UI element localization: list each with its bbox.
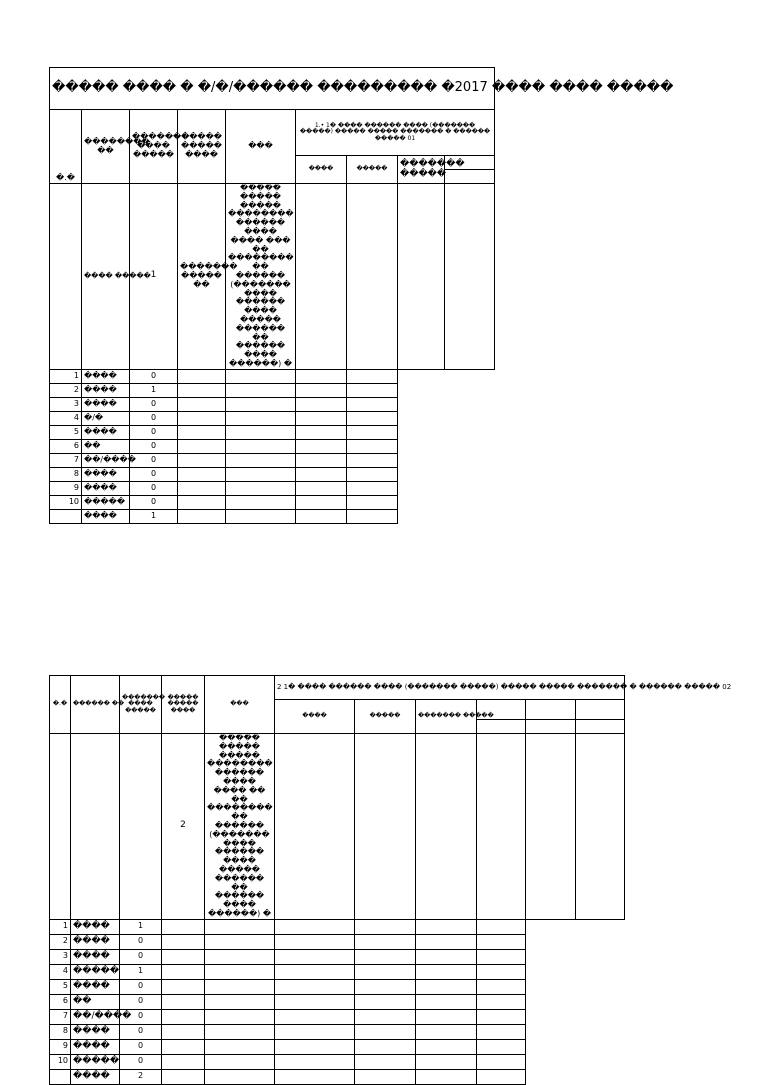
cell (275, 734, 355, 920)
cell-value: 8 (50, 1024, 71, 1039)
header-blank (445, 170, 495, 184)
table-row (50, 383, 495, 397)
cell-value: 5 (50, 425, 82, 439)
cell (355, 979, 416, 994)
cell (50, 734, 71, 920)
cell (275, 994, 355, 1009)
cell (275, 979, 355, 994)
cell (355, 949, 416, 964)
cell-value: 0 (120, 949, 162, 964)
cell (347, 481, 398, 495)
cell-value: ���� (71, 1024, 120, 1039)
cell (355, 964, 416, 979)
cell (355, 919, 416, 934)
table-row (50, 979, 625, 994)
cell (226, 481, 296, 495)
header-total-schools: ������� ���� ����� (120, 676, 162, 734)
cell (226, 453, 296, 467)
cell-value: 0 (130, 397, 178, 411)
cell-value: 1 (50, 919, 71, 934)
header-sub2: ����� (355, 700, 416, 734)
cell (226, 383, 296, 397)
cell (205, 1039, 275, 1054)
cell (275, 934, 355, 949)
cell (347, 184, 398, 370)
cell-value: ���� (82, 397, 130, 411)
cell (477, 919, 526, 934)
table-row (50, 1039, 625, 1054)
table-row (50, 397, 495, 411)
cell (347, 453, 398, 467)
header-blank (576, 700, 625, 720)
cell (205, 1054, 275, 1069)
cell (162, 934, 205, 949)
merged-name: ����� ����� ����� �������� ������ ���� ���� �� �� �������� �� ������ (������� ���� ������ ���� ����� ������ �� ������ ���� ������) � (205, 734, 275, 920)
cell-value: 0 (130, 369, 178, 383)
cell (296, 495, 347, 509)
cell (347, 495, 398, 509)
header-count: ����� ����� ���� (178, 110, 226, 184)
table-row (50, 481, 495, 495)
header-sn: �.� (50, 110, 82, 184)
cell (162, 979, 205, 994)
cell (296, 397, 347, 411)
cell (347, 439, 398, 453)
cell (296, 439, 347, 453)
table-row (50, 919, 625, 934)
cell (162, 1039, 205, 1054)
table-row (50, 425, 495, 439)
top-row-label: ���� ����� (82, 184, 130, 370)
cell (347, 397, 398, 411)
cell-value: 0 (130, 425, 178, 439)
cell (477, 1039, 526, 1054)
header-group: 1.• 1� ���� ������ ���� (������� �����) ����� ����� ������� � ������ ����� 01 (296, 110, 495, 156)
cell (416, 979, 477, 994)
cell (355, 934, 416, 949)
cell-value: 0 (130, 439, 178, 453)
table-2-rows (50, 919, 625, 1084)
cell (226, 509, 296, 523)
cell (178, 369, 226, 383)
cell (477, 1069, 526, 1084)
cell (445, 184, 495, 370)
cell-value: 4 (50, 411, 82, 425)
cell (296, 369, 347, 383)
cell (296, 509, 347, 523)
cell (416, 1039, 477, 1054)
cell (178, 481, 226, 495)
cell (178, 397, 226, 411)
cell-value: 0 (130, 467, 178, 481)
cell-value: ����� (71, 1054, 120, 1069)
cell (162, 1054, 205, 1069)
table-row (50, 495, 495, 509)
cell (355, 1054, 416, 1069)
cell-value: 0 (130, 495, 178, 509)
table-row (50, 369, 495, 383)
cell-value: 0 (120, 1024, 162, 1039)
cell (178, 439, 226, 453)
cell-value: �� (82, 439, 130, 453)
cell (178, 411, 226, 425)
cell-value: ���� (82, 467, 130, 481)
cell-value: 1 (130, 509, 178, 523)
cell-value: 2 (120, 1069, 162, 1084)
cell-value: �/� (82, 411, 130, 425)
cell (347, 467, 398, 481)
cell (416, 949, 477, 964)
table-row (50, 411, 495, 425)
cell (347, 369, 398, 383)
cell-value: ��/���� (71, 1009, 120, 1024)
cell (162, 949, 205, 964)
cell-value: ���� (71, 949, 120, 964)
cell-value: 1 (130, 383, 178, 397)
cell (205, 949, 275, 964)
cell-value: ���� (71, 919, 120, 934)
cell (416, 919, 477, 934)
cell (162, 1024, 205, 1039)
cell-value: 9 (50, 481, 82, 495)
cell-value: 0 (120, 994, 162, 1009)
cell-value: ���� (71, 1039, 120, 1054)
cell (355, 734, 416, 920)
cell-value: ���� (82, 383, 130, 397)
cell (205, 994, 275, 1009)
header-total-schools: ������� ���� ����� (130, 110, 178, 184)
cell (347, 411, 398, 425)
header-sub2: ����� (347, 156, 398, 184)
cell (275, 964, 355, 979)
cell (416, 1069, 477, 1084)
cell-value: 10 (50, 1054, 71, 1069)
cell (477, 994, 526, 1009)
cell-value: ��/���� (82, 453, 130, 467)
cell (205, 919, 275, 934)
cell-value: 0 (120, 1039, 162, 1054)
merged-name: ����� ����� ����� �������� ������ ���� ���� ��� �� �������� �� ������ (������� ���� ������ ���� ����� ������ �� ������ ���� ������) � (226, 184, 296, 370)
cell (226, 439, 296, 453)
header-group: 2 1� ���� ������ ���� (������� �����) ����� ����� ������� � ������ ����� 02 (275, 676, 625, 700)
cell-value: ����� (71, 964, 120, 979)
cell (355, 1024, 416, 1039)
table-row (50, 1024, 625, 1039)
header-sub3: ������� ����� (416, 700, 477, 734)
cell (275, 1024, 355, 1039)
cell-value: 10 (50, 495, 82, 509)
cell (416, 1009, 477, 1024)
cell-value: 0 (130, 481, 178, 495)
cell (162, 1069, 205, 1084)
cell (296, 467, 347, 481)
cell (178, 495, 226, 509)
cell (50, 509, 82, 523)
cell (477, 964, 526, 979)
cell (416, 964, 477, 979)
cell (355, 1039, 416, 1054)
cell-value: 0 (120, 979, 162, 994)
cell (71, 734, 120, 920)
cell-value: 6 (50, 994, 71, 1009)
cell (477, 979, 526, 994)
cell (205, 1069, 275, 1084)
total-row (50, 1069, 625, 1084)
table-row (50, 439, 495, 453)
total-row (50, 509, 495, 523)
cell (477, 1054, 526, 1069)
cell-value: 6 (50, 439, 82, 453)
table-row (50, 964, 625, 979)
cell (355, 994, 416, 1009)
merged-count: ������� ����� �� (178, 184, 226, 370)
cell (416, 1054, 477, 1069)
header-sub1: ���� (275, 700, 355, 734)
cell-value: 0 (130, 453, 178, 467)
cell (162, 994, 205, 1009)
cell (347, 509, 398, 523)
header-name: ��� (226, 110, 296, 184)
merged-count: 2 (162, 734, 205, 920)
cell (50, 1069, 71, 1084)
table-1 (49, 67, 674, 524)
cell-value: 2 (50, 383, 82, 397)
cell (205, 964, 275, 979)
table-row (50, 1009, 625, 1024)
cell-value: ���� (82, 369, 130, 383)
cell (226, 411, 296, 425)
cell (205, 934, 275, 949)
cell-value: 0 (120, 934, 162, 949)
cell (347, 383, 398, 397)
cell-value: ���� (82, 425, 130, 439)
header-sub3: ������� ����� (398, 156, 445, 184)
cell (226, 397, 296, 411)
header-sub1: ���� (296, 156, 347, 184)
cell (205, 979, 275, 994)
cell (296, 425, 347, 439)
cell (477, 734, 526, 920)
cell-value: ���� (82, 481, 130, 495)
table-2 (49, 675, 732, 1085)
table-row (50, 453, 495, 467)
table-row (50, 934, 625, 949)
cell-value: 0 (120, 1054, 162, 1069)
cell (205, 1024, 275, 1039)
cell (398, 184, 445, 370)
cell-value: 0 (130, 411, 178, 425)
table-row (50, 1054, 625, 1069)
header-blank (576, 720, 625, 734)
cell (162, 919, 205, 934)
cell (477, 1024, 526, 1039)
cell-value: 1 (120, 964, 162, 979)
cell (355, 1009, 416, 1024)
cell (178, 509, 226, 523)
cell-value: 7 (50, 1009, 71, 1024)
cell-value: 4 (50, 964, 71, 979)
header-sn: �.� (50, 676, 71, 734)
cell (226, 369, 296, 383)
cell-value: �� (71, 994, 120, 1009)
header-district: ������ �� (71, 676, 120, 734)
cell (296, 184, 347, 370)
cell-value: 0 (120, 1009, 162, 1024)
cell (162, 1009, 205, 1024)
cell (275, 949, 355, 964)
cell-value: 3 (50, 397, 82, 411)
cell (275, 1054, 355, 1069)
cell-value: 3 (50, 949, 71, 964)
cell (226, 467, 296, 481)
cell-value: 1 (120, 919, 162, 934)
cell (477, 1009, 526, 1024)
cell (178, 453, 226, 467)
cell (296, 481, 347, 495)
table-row (50, 994, 625, 1009)
cell (205, 1009, 275, 1024)
cell-value: 7 (50, 453, 82, 467)
cell (416, 934, 477, 949)
cell (477, 949, 526, 964)
cell (50, 184, 82, 370)
cell (226, 495, 296, 509)
cell (416, 734, 477, 920)
table-1-rows (50, 369, 495, 523)
table-row (50, 467, 495, 481)
cell (275, 1009, 355, 1024)
cell-value: ���� (71, 979, 120, 994)
cell-value: 2 (50, 934, 71, 949)
cell-value: ����� (82, 495, 130, 509)
cell (296, 383, 347, 397)
header-blank (526, 700, 576, 720)
cell (296, 453, 347, 467)
table-1-title: ����� ���� � �/�/������ ��������� �2017 ���� ���� ����� (50, 68, 495, 110)
cell-value: 5 (50, 979, 71, 994)
table-row (50, 949, 625, 964)
cell-value: 1 (50, 369, 82, 383)
cell (526, 734, 576, 920)
cell (576, 734, 625, 920)
cell (416, 994, 477, 1009)
top-row-value: 1 (130, 184, 178, 370)
cell-value: ���� (71, 934, 120, 949)
cell (355, 1069, 416, 1084)
cell (178, 425, 226, 439)
cell-value: ���� (82, 509, 130, 523)
header-count: ����� ����� ���� (162, 676, 205, 734)
cell-value: 8 (50, 467, 82, 481)
cell (178, 467, 226, 481)
header-blank (477, 720, 526, 734)
cell (296, 411, 347, 425)
cell (275, 1069, 355, 1084)
cell (178, 383, 226, 397)
cell (162, 964, 205, 979)
cell (275, 919, 355, 934)
cell (416, 1024, 477, 1039)
cell (477, 934, 526, 949)
cell-value: 9 (50, 1039, 71, 1054)
cell-value: ���� (71, 1069, 120, 1084)
header-district: �������� �� (82, 110, 130, 184)
cell (347, 425, 398, 439)
cell (226, 425, 296, 439)
cell (275, 1039, 355, 1054)
header-name: ��� (205, 676, 275, 734)
header-blank (526, 720, 576, 734)
cell (120, 734, 162, 920)
